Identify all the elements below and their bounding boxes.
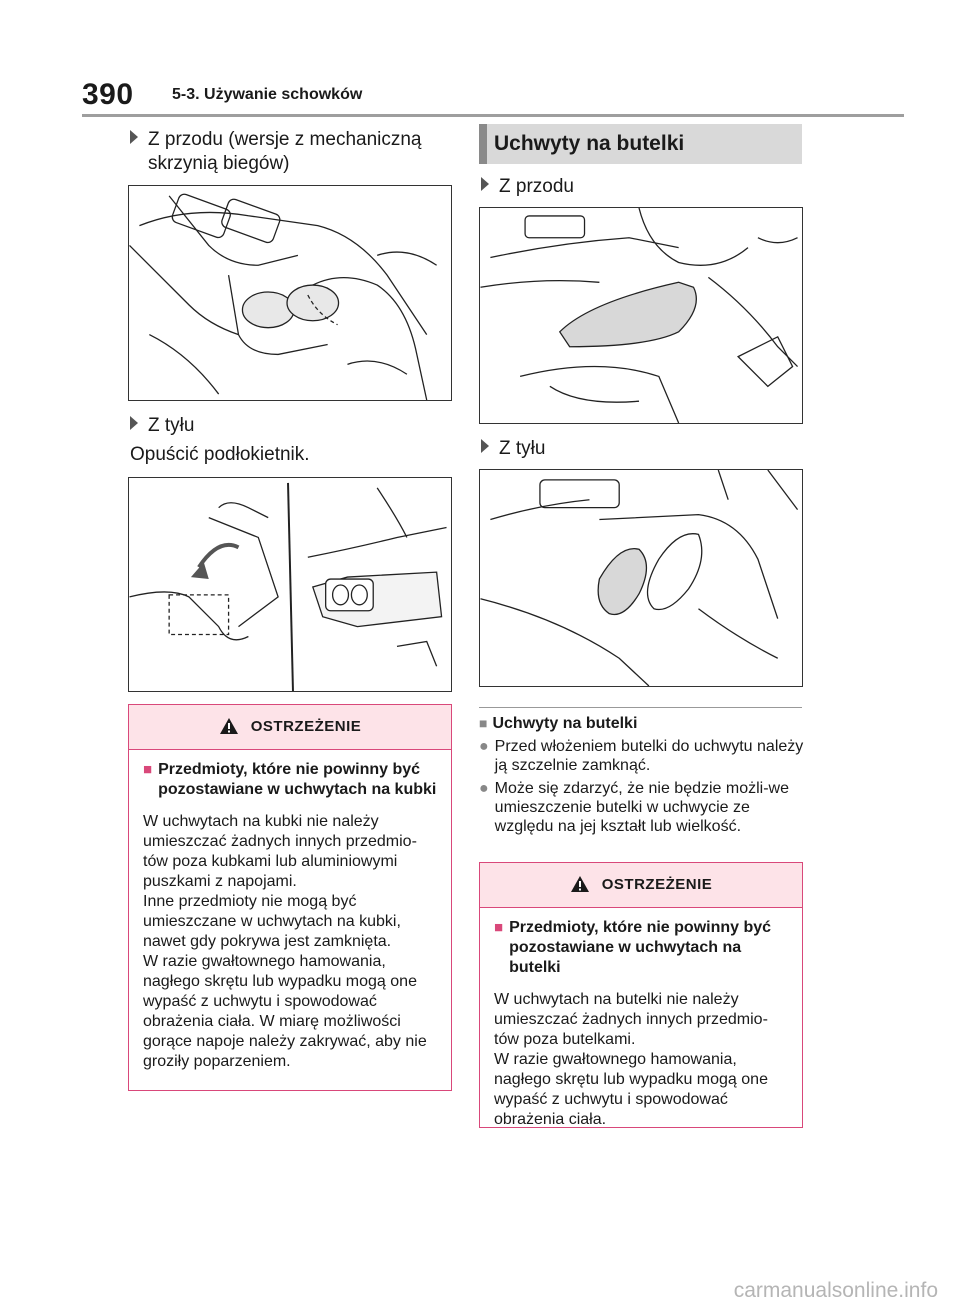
note-item: ● Może się zdarzyć, że nie będzie możli-we umieszczenie butelki w uchwycie ze względu na jej kształt lub wielkość. [479, 780, 790, 835]
section-title: 5-3. Używanie schowków [172, 86, 363, 103]
front-label-right: Z przodu [481, 175, 574, 199]
warning-header: OSTRZEŻENIE [480, 863, 802, 908]
square-bullet-icon: ■ [494, 919, 504, 936]
warning-triangle-icon [570, 875, 590, 893]
arrow-right-icon [481, 439, 489, 453]
arrow-right-icon [481, 177, 489, 191]
header-rule [82, 114, 904, 117]
warning-header: OSTRZEŻENIE [129, 705, 451, 750]
bottle-holder-notes [479, 714, 805, 836]
rear-label-left: Z tyłu [130, 414, 194, 438]
front-manual-label: Z przodu (wersje z mechaniczną skrzynią biegów) [130, 128, 460, 176]
rear-label-right: Z tyłu [481, 437, 545, 461]
warning-box-cups [128, 704, 452, 1091]
notes-title: ■ Uchwyty na butelki [479, 715, 638, 732]
warning-paragraph: W uchwytach na butelki nie należy umieszczać żadnych innych przedmio-tów poza butelkami. W razie gwałtownego hamowania, nagłego skrętu lub wypadku mogą one wypaść z uchwytu i spowodować obrażenia ciała. [494, 991, 768, 1128]
section-divider [479, 707, 802, 708]
square-bullet-icon: ■ [143, 761, 153, 778]
warning-triangle-icon [219, 717, 239, 735]
arrow-right-icon [130, 130, 138, 144]
front-cupholder-illustration [128, 185, 452, 401]
square-bullet-icon: ■ [479, 715, 488, 731]
warning-subtitle: ■ Przedmioty, które nie powinny być pozostawiane w uchwytach na butelki [494, 919, 772, 976]
warning-subtitle: ■ Przedmioty, które nie powinny być pozostawiane w uchwytach na kubki [143, 761, 437, 798]
page-number: 390 [82, 78, 134, 111]
arrow-right-icon [130, 416, 138, 430]
note-item: ● Przed włożeniem butelki do uchwytu należy ją szczelnie zamknąć. [479, 738, 804, 774]
front-bottle-holder-illustration [479, 207, 803, 424]
dot-bullet-icon: ● [479, 738, 489, 755]
bottle-holders-heading: Uchwyty na butelki [494, 132, 685, 155]
warning-box-bottles [479, 862, 803, 1128]
rear-instruction: Opuścić podłokietnik. [130, 444, 310, 465]
rear-bottle-holder-illustration [479, 469, 803, 687]
rear-armrest-illustration [128, 477, 452, 692]
watermark: carmanualsonline.info [733, 1279, 938, 1302]
dot-bullet-icon: ● [479, 780, 489, 797]
warning-paragraph: W uchwytach na kubki nie należy umieszczać żadnych innych przedmio-tów poza kubkami lub aluminiowymi puszkami z napojami. Inne przedmioty nie mogą być umieszczane w uchwytach na kubki, nawet gdy pokrywa jest zamknięta. W razie gwałtownego hamowania, nagłego skrętu lub wypadku mogą one wypaść z uchwytu i spowodować obrażenia ciała. W miarę możliwości gorące napoje należy zakrywać, aby nie groziły poparzeniem. [143, 813, 427, 1070]
